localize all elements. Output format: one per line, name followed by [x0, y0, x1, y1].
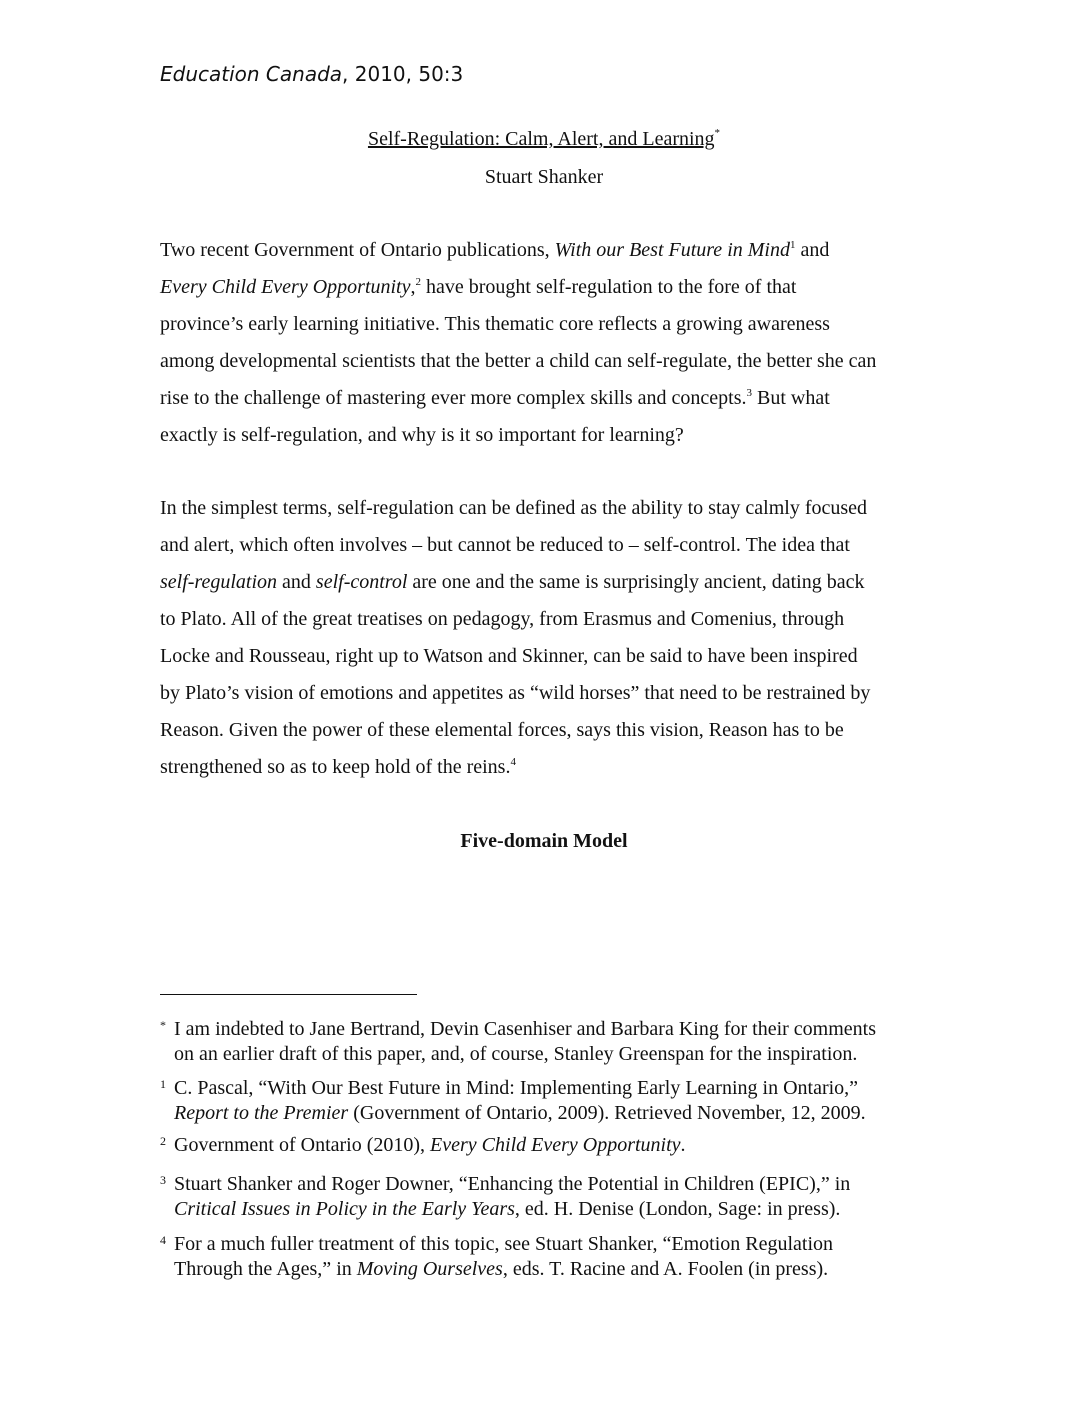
text-run: ,: [410, 276, 416, 298]
footnote-mark: 4: [160, 1233, 166, 1247]
text-run: rise to the challenge of mastering ever more complex skills and concepts.: [160, 387, 747, 409]
paragraph-definition: [160, 490, 935, 786]
text-run: have brought self-regulation to the fore of that: [421, 276, 797, 298]
text-run: , ed. H. Denise (London, Sage: in press).: [514, 1198, 841, 1220]
section-heading: Five-domain Model: [460, 830, 628, 852]
article-title-text: Self-Regulation: Calm, Alert, and Learning: [367, 128, 715, 150]
footnote-line: [160, 1133, 940, 1158]
italic-title: Critical Issues in Policy in the Early Years: [174, 1198, 515, 1220]
text-run: strengthened so as to keep hold of the reins.: [160, 756, 511, 778]
footnote-1: [160, 1076, 940, 1126]
footnote-ref: 2: [415, 276, 421, 288]
text-line: province’s early learning initiative. This thematic core reflects a growing awareness: [160, 313, 830, 335]
text-run: and: [795, 239, 830, 261]
footnote-mark: 3: [160, 1173, 166, 1187]
text-line: to Plato. All of the great treatises on pedagogy, from Erasmus and Comenius, through: [160, 608, 845, 630]
text-line: Locke and Rousseau, right up to Watson and Skinner, can be said to have been inspired: [160, 645, 858, 667]
footnote-line: C. Pascal, “With Our Best Future in Mind: Implementing Early Learning in Ontario,”: [174, 1077, 859, 1099]
title-note-mark: *: [714, 127, 721, 139]
italic-title: Every Child Every Opportunity: [430, 1134, 681, 1156]
italic-title: With our Best Future in Mind: [554, 239, 790, 261]
footnote-mark: 2: [160, 1134, 166, 1148]
footnote-3: [160, 1172, 940, 1222]
footnote-line: [160, 1257, 940, 1282]
italic-title: Report to the Premier: [174, 1102, 349, 1124]
italic-term: self-regulation: [160, 571, 278, 593]
footnote-mark: 1: [160, 1077, 166, 1091]
journal-citation: [160, 62, 463, 86]
text-run: But what: [751, 387, 830, 409]
text-line: [160, 749, 935, 786]
text-run: are one and the same is surprisingly ancient, dating back: [407, 571, 865, 593]
text-run: Through the Ages,” in: [174, 1258, 357, 1280]
footnote-ref: 4: [510, 756, 516, 768]
footnote-line: For a much fuller treatment of this topic, see Stuart Shanker, “Emotion Regulation: [174, 1233, 834, 1255]
italic-title: Every Child Every Opportunity: [160, 276, 411, 298]
footnote-line: I am indebted to Jane Bertrand, Devin Casenhiser and Barbara King for their comments: [174, 1018, 877, 1040]
text-run: Government of Ontario (2010),: [174, 1134, 431, 1156]
footnote-ref: 3: [746, 387, 752, 399]
text-line: In the simplest terms, self-regulation can be defined as the ability to stay calmly focused: [160, 497, 868, 519]
text-run: and: [277, 571, 316, 593]
footnote-line: on an earlier draft of this paper, and, of course, Stanley Greenspan for the inspiration.: [174, 1043, 858, 1065]
footnote-line: [160, 1197, 940, 1222]
text-line: exactly is self-regulation, and why is it so important for learning?: [160, 424, 684, 446]
italic-title: Moving Ourselves: [356, 1258, 503, 1280]
footnote-line: [160, 1101, 940, 1126]
text-line: Reason. Given the power of these elemental forces, says this vision, Reason has to be: [160, 719, 844, 741]
footnote-divider: [160, 994, 417, 995]
journal-title: Education Canada: [160, 62, 343, 86]
paragraph-intro: [160, 232, 935, 454]
text-line: [160, 269, 935, 306]
footnote-line: Stuart Shanker and Roger Downer, “Enhancing the Potential in Children (EPIC),” in: [174, 1173, 851, 1195]
article-author: Stuart Shanker: [484, 166, 604, 188]
footnote-ref: 1: [789, 239, 796, 251]
italic-term: self-control: [315, 571, 408, 593]
text-run: .: [680, 1134, 686, 1156]
text-run: Two recent Government of Ontario publications,: [160, 239, 555, 261]
text-run: , eds. T. Racine and A. Foolen (in press).: [502, 1258, 829, 1280]
text-run: (Government of Ontario, 2009). Retrieved November, 12, 2009.: [348, 1102, 866, 1124]
footnote-2: [160, 1133, 940, 1158]
text-line: [160, 232, 935, 269]
footnote-mark: *: [160, 1018, 166, 1032]
text-line: [160, 564, 935, 601]
text-line: and alert, which often involves – but cannot be reduced to – self-control. The idea that: [160, 534, 850, 556]
article-title: [0, 127, 1088, 151]
footnote-acknowledgement: [160, 1017, 940, 1067]
text-line: [160, 380, 935, 417]
journal-volume: , 2010, 50:3: [342, 62, 464, 86]
text-line: among developmental scientists that the better a child can self-regulate, the better she can: [160, 350, 877, 372]
text-line: by Plato’s vision of emotions and appetites as “wild horses” that need to be restrained by: [160, 682, 871, 704]
footnote-4: [160, 1232, 940, 1282]
